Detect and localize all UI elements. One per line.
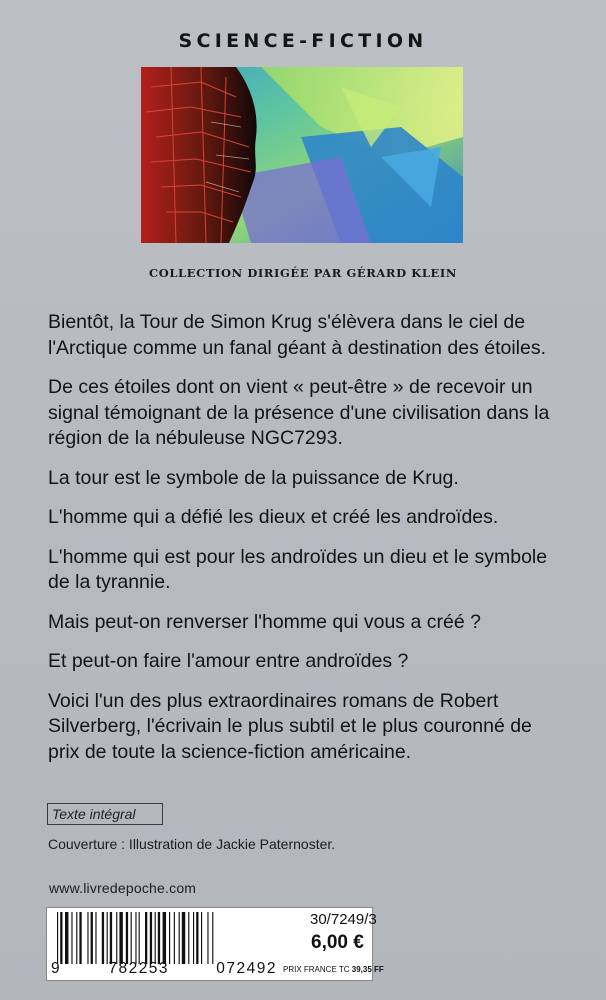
barcode-icon [57, 912, 289, 964]
blurb-paragraph: La tour est le symbole de la puissance de Krug. [48, 466, 459, 489]
collection-credit: COLLECTION DIRIGÉE PAR GÉRARD KLEIN [148, 266, 457, 280]
blurb-paragraph: L'homme qui a défié les dieux et créé les androïdes. [48, 506, 499, 528]
publisher-website: www.livredepoche.com [49, 880, 197, 896]
cover-credit: Couverture : Illustration de Jackie Paternoster. [48, 836, 336, 852]
blurb-paragraph: Bientôt, la Tour de Simon Krug s'élèvera dans le ciel de l'Arctique comme un fanal géant à destination des étoiles. [48, 311, 547, 359]
catalog-number: 30/7249/3 [310, 911, 377, 928]
blurb-paragraph: L'homme qui est pour les androïdes un dieu et le symbole de la tyrannie. [48, 545, 548, 593]
barcode-panel [46, 907, 384, 981]
abstract-face-illustration-icon [141, 67, 463, 243]
unabridged-stamp: Texte intégral [47, 803, 163, 825]
cover-illustration [141, 67, 463, 243]
blurb [48, 310, 568, 779]
blurb-paragraph: Et peut-on faire l'amour entre androïdes ? [48, 650, 409, 672]
price-label: PRIX FRANCE TC [283, 965, 350, 974]
price-ff: 39,35 FF [351, 965, 384, 974]
barcode-digit-group: 072492 [216, 960, 277, 977]
series-title: SCIENCE-FICTION [178, 30, 428, 52]
price-france-label [283, 965, 384, 974]
blurb-paragraph: Voici l'un des plus extraordinaires romans de Robert Silverberg, l'écrivain le plus subtil et le plus couronné de prix de toute la science-fiction américaine. [48, 689, 532, 763]
barcode-digit-group: 782253 [108, 960, 170, 977]
blurb-paragraph: De ces étoiles dont on vient « peut-être » de recevoir un signal témoignant de la présence d'une civilisation dans la région de la nébuleuse NGC7293. [48, 376, 550, 449]
blurb-paragraph: Mais peut-on renverser l'homme qui vous a créé ? [48, 610, 481, 633]
barcode-digit-group: 9 [51, 960, 62, 977]
barcode-digits [51, 960, 277, 978]
price: 6,00 € [311, 932, 364, 953]
